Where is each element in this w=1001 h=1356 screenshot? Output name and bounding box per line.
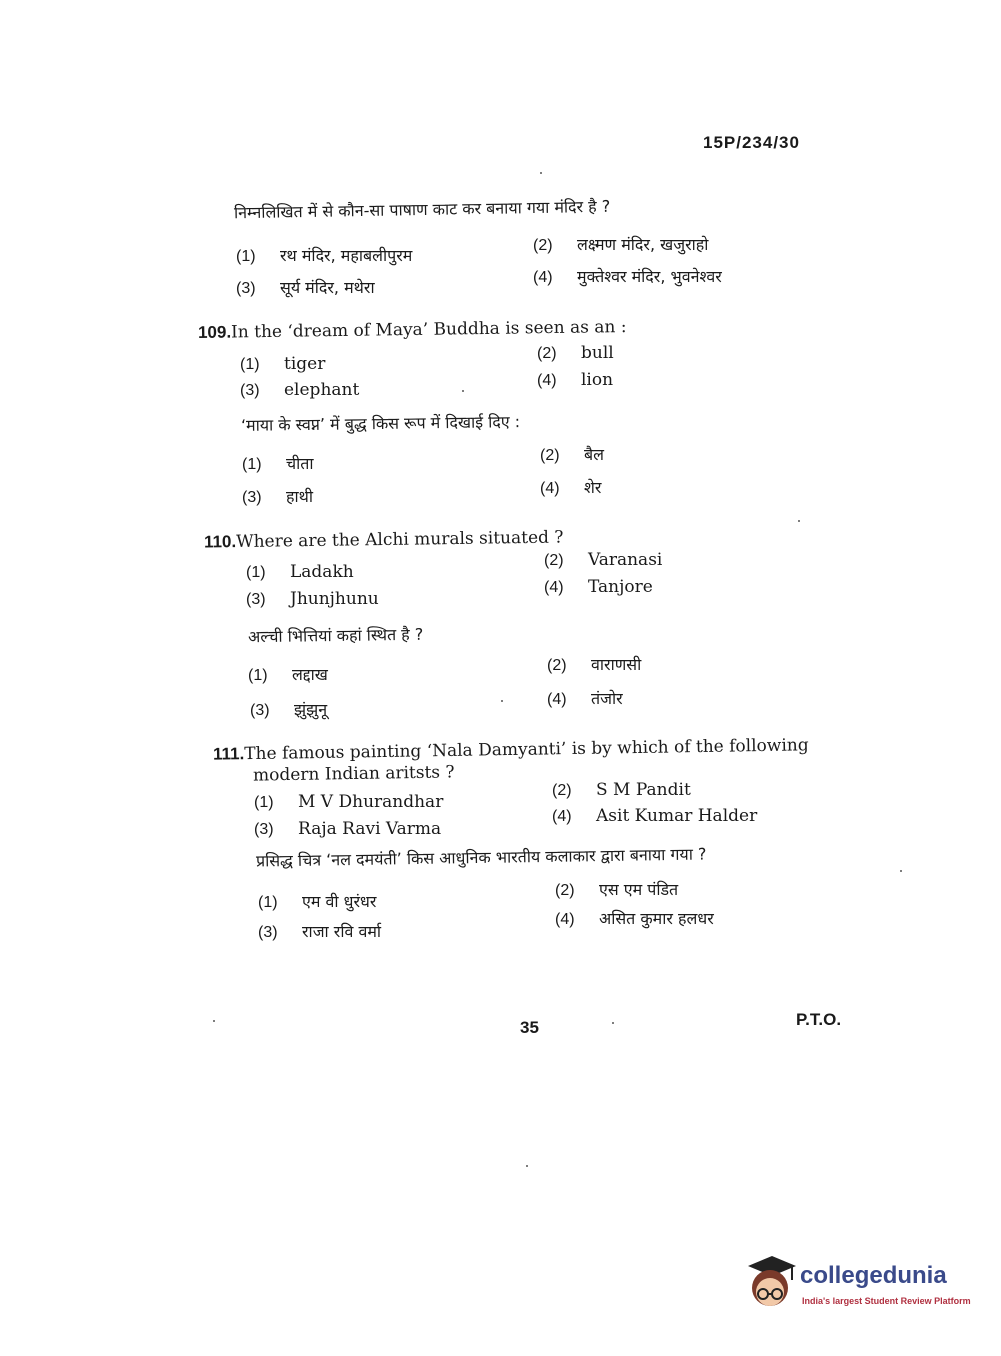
option-number: (4): [540, 480, 560, 497]
option-number: (4): [533, 269, 553, 286]
option-text: रथ मंदिर, महाबलीपुरम: [280, 246, 413, 265]
option-number: (1): [246, 564, 266, 581]
option-number: (2): [533, 237, 553, 254]
q111-option-4-hi: [555, 907, 714, 929]
q111-option-1-hi: [258, 890, 376, 912]
q110-option-4-en: [544, 577, 653, 597]
pto-label: P.T.O.: [796, 1010, 842, 1029]
option-number: (1): [254, 794, 274, 811]
option-number: (4): [544, 579, 564, 596]
q109-option-4-hi: [540, 476, 601, 498]
option-text: tiger: [284, 354, 326, 374]
question-number: 109.: [197, 322, 232, 342]
option-number: (2): [552, 782, 572, 799]
option-text: एम वी धुरंधर: [302, 892, 377, 911]
q110-option-3-hi: [250, 698, 327, 720]
option-text: सूर्य मंदिर, मथेरा: [280, 278, 375, 297]
q108-option-2-hi: [533, 233, 708, 255]
q111-option-3-en: [254, 819, 441, 839]
option-text: लद्दाख: [292, 665, 328, 684]
q109-text-hi: ‘माया के स्वप्न’ में बुद्ध किस रूप में दिखाई दिए :: [240, 412, 521, 435]
scan-speck: [900, 870, 902, 872]
question-text: In the ‘dream of Maya’ Buddha is seen as an :: [230, 317, 627, 343]
option-number: (1): [236, 248, 256, 265]
scan-speck: [540, 172, 542, 174]
q111-option-1-en: [254, 792, 443, 812]
logo-name: collegedunia: [800, 1262, 947, 1289]
option-text: elephant: [284, 380, 360, 400]
option-number: (3): [246, 591, 266, 608]
q110-option-1-en: [246, 562, 354, 582]
option-number: (1): [258, 894, 278, 911]
option-text: तंजोर: [591, 689, 623, 708]
scan-speck: [798, 520, 800, 522]
q111-text-en-line2: modern Indian aritsts ?: [252, 762, 455, 786]
paper-code: 15P/234/30: [703, 133, 800, 152]
option-text: राजा रवि वर्मा: [302, 922, 382, 941]
q111-text-en-line1: [213, 735, 809, 764]
q109-option-4-en: [537, 370, 613, 390]
option-text: शेर: [584, 478, 602, 497]
option-number: (2): [555, 882, 575, 899]
q111-text-hi: प्रसिद्ध चित्र ‘नल दमयंती’ किस आधुनिक भारतीय कलाकार द्वारा बनाया गया ?: [255, 844, 707, 871]
collegedunia-logo: [742, 1252, 972, 1316]
option-text: lion: [581, 370, 614, 390]
question-number: 110.: [203, 532, 237, 552]
option-text: वाराणसी: [591, 655, 642, 674]
q109-option-3-hi: [242, 485, 313, 507]
option-text: Tanjore: [588, 577, 653, 597]
q109-option-2-hi: [540, 443, 604, 465]
q110-option-1-hi: [248, 663, 328, 685]
option-text: Asit Kumar Halder: [596, 806, 758, 826]
q108-option-3-hi: [236, 276, 375, 298]
q110-option-4-hi: [547, 687, 623, 709]
option-text: बैल: [584, 445, 604, 464]
q109-text-en: [198, 317, 627, 343]
scan-speck: [462, 390, 464, 392]
option-number: (2): [544, 552, 564, 569]
option-number: (1): [248, 667, 268, 684]
page-number: 35: [520, 1018, 539, 1037]
q111-option-4-en: [552, 806, 757, 826]
q109-option-1-hi: [242, 452, 314, 474]
option-number: (3): [240, 382, 260, 399]
scan-speck: [526, 1165, 528, 1167]
option-text: चीता: [286, 454, 314, 473]
q108-option-4-hi: [533, 265, 722, 287]
question-text: Where are the Alchi murals situated ?: [236, 527, 564, 553]
q111-option-2-en: [552, 780, 691, 800]
q110-text-en: [204, 527, 564, 552]
option-number: (3): [258, 924, 278, 941]
q109-option-1-en: [240, 354, 325, 374]
logo-tagline: India's largest Student Review Platform: [802, 1296, 971, 1306]
q110-option-2-en: [544, 550, 662, 570]
option-number: (4): [537, 372, 557, 389]
scan-speck: [612, 1022, 614, 1024]
option-text: झुंझुनू: [294, 700, 328, 719]
option-number: (1): [242, 456, 262, 473]
option-number: (2): [540, 447, 560, 464]
scan-speck: [501, 700, 503, 702]
option-text: Ladakh: [290, 562, 354, 582]
option-text: लक्ष्मण मंदिर, खजुराहो: [577, 235, 709, 254]
option-number: (2): [547, 657, 567, 674]
option-number: (2): [537, 345, 557, 362]
q108-option-1-hi: [236, 244, 412, 266]
option-text: Raja Ravi Varma: [298, 819, 442, 839]
option-text: Varanasi: [588, 550, 663, 570]
option-number: (4): [552, 808, 572, 825]
option-number: (3): [236, 280, 256, 297]
q111-option-2-hi: [555, 878, 678, 900]
q108-text-hi: निम्नलिखित में से कौन-सा पाषाण काट कर बनाया गया मंदिर है ?: [233, 196, 611, 223]
option-text: S M Pandit: [596, 780, 691, 800]
option-text: असित कुमार हलधर: [599, 909, 714, 928]
q109-option-3-en: [240, 380, 359, 400]
option-text: bull: [581, 343, 614, 363]
option-text: हाथी: [286, 487, 314, 506]
question-number: 111.: [212, 744, 245, 764]
option-text: एस एम पंडित: [599, 880, 679, 899]
option-text: मुक्तेश्वर मंदिर, भुवनेश्वर: [577, 267, 722, 286]
option-number: (3): [250, 702, 270, 719]
scan-speck: [213, 1020, 215, 1022]
q110-text-hi: अल्ची भित्तियां कहां स्थित है ?: [247, 624, 424, 647]
q110-option-2-hi: [547, 653, 641, 675]
option-number: (4): [547, 691, 567, 708]
q109-option-2-en: [537, 343, 614, 363]
mascot-icon: [742, 1252, 798, 1312]
option-number: (4): [555, 911, 575, 928]
option-text: M V Dhurandhar: [298, 792, 444, 812]
option-number: (1): [240, 356, 260, 373]
q111-option-3-hi: [258, 920, 381, 942]
option-text: Jhunjhunu: [290, 589, 379, 609]
question-text: The famous painting ‘Nala Damyanti’ is by which of the following: [244, 735, 809, 765]
option-number: (3): [242, 489, 262, 506]
q110-option-3-en: [246, 589, 379, 609]
option-number: (3): [254, 821, 274, 838]
